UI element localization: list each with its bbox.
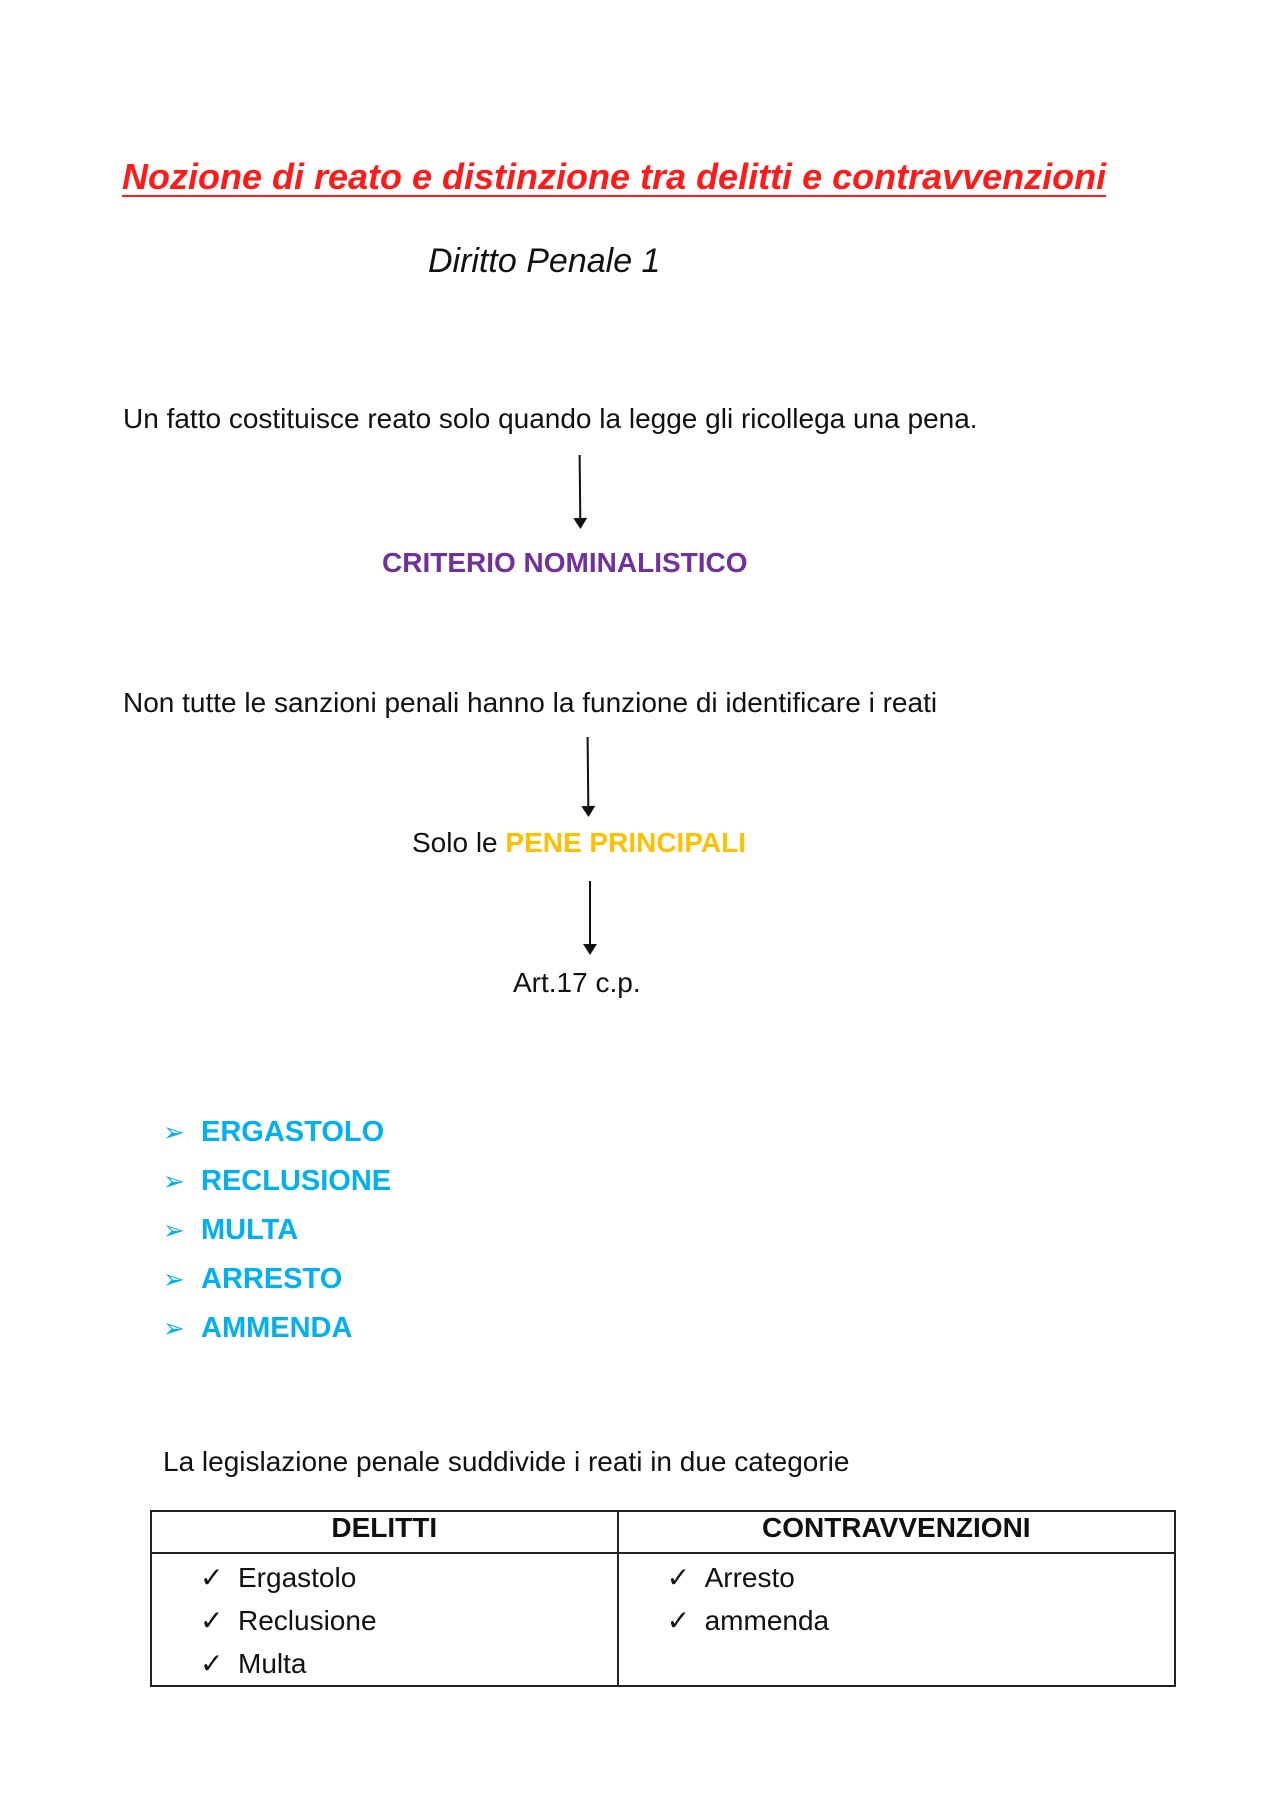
penalties-list	[163, 1108, 391, 1353]
list-item	[163, 1206, 391, 1255]
table-row	[151, 1553, 1175, 1686]
arrow-bullet-icon: ➢	[163, 1117, 185, 1147]
delitti-list	[152, 1554, 617, 1685]
header-delitti: DELITTI	[151, 1511, 618, 1553]
penalty-label: MULTA	[201, 1214, 299, 1246]
list-item	[667, 1556, 1174, 1599]
delitti-item: Ergastolo	[238, 1562, 357, 1593]
criterio-nominalistico-label: CRITERIO NOMINALISTICO	[382, 547, 748, 578]
paragraph-categorie: La legislazione penale suddivide i reati in due categorie	[163, 1446, 850, 1477]
arrow-bullet-icon: ➢	[163, 1166, 185, 1196]
contravvenzioni-item: ammenda	[704, 1605, 830, 1636]
paragraph-sanzioni: Non tutte le sanzioni penali hanno la funzione di identificare i reati	[123, 687, 938, 718]
arrow-bullet-icon: ➢	[163, 1313, 185, 1343]
list-item	[163, 1157, 391, 1206]
checkmark-icon: ✓	[666, 1562, 691, 1593]
checkmark-icon: ✓	[200, 1562, 224, 1593]
checkmark-icon: ✓	[200, 1605, 224, 1636]
down-arrow-icon	[579, 455, 582, 527]
down-arrow-icon	[589, 881, 591, 953]
document-title: Nozione di reato e distinzione tra delitti e contravvenzioni	[122, 156, 1107, 197]
document-subtitle: Diritto Penale 1	[428, 242, 661, 280]
list-item	[163, 1108, 391, 1157]
delitti-cell	[151, 1553, 618, 1686]
list-item	[200, 1642, 617, 1685]
penalty-label: ARRESTO	[201, 1263, 343, 1295]
checkmark-icon: ✓	[200, 1648, 224, 1679]
penalty-label: ERGASTOLO	[201, 1116, 385, 1148]
down-arrow-icon	[587, 737, 590, 815]
delitti-item: Reclusione	[238, 1605, 377, 1636]
penalty-label: AMMENDA	[201, 1312, 353, 1344]
header-contravvenzioni: CONTRAVVENZIONI	[618, 1511, 1175, 1553]
list-item	[200, 1556, 617, 1599]
contravvenzioni-item: Arresto	[704, 1562, 795, 1593]
table-header-row	[151, 1511, 1175, 1553]
paragraph-reato-definition: Un fatto costituisce reato solo quando la legge gli ricollega una pena.	[123, 403, 978, 434]
delitti-item: Multa	[238, 1648, 307, 1679]
contravvenzioni-list	[619, 1554, 1174, 1642]
pene-principali-highlight: PENE PRINCIPALI	[505, 827, 747, 858]
pene-principali-line	[412, 827, 746, 859]
list-item	[163, 1304, 391, 1353]
categories-table	[150, 1510, 1176, 1687]
list-item	[163, 1255, 391, 1304]
arrow-bullet-icon: ➢	[163, 1215, 185, 1245]
list-item	[667, 1599, 1174, 1642]
contravvenzioni-cell	[618, 1553, 1175, 1686]
checkmark-icon: ✓	[666, 1605, 691, 1636]
list-item	[200, 1599, 617, 1642]
solo-prefix: Solo le	[412, 827, 498, 858]
arrow-bullet-icon: ➢	[163, 1264, 185, 1294]
penalty-label: RECLUSIONE	[201, 1165, 392, 1197]
article-reference: Art.17 c.p.	[513, 967, 641, 998]
